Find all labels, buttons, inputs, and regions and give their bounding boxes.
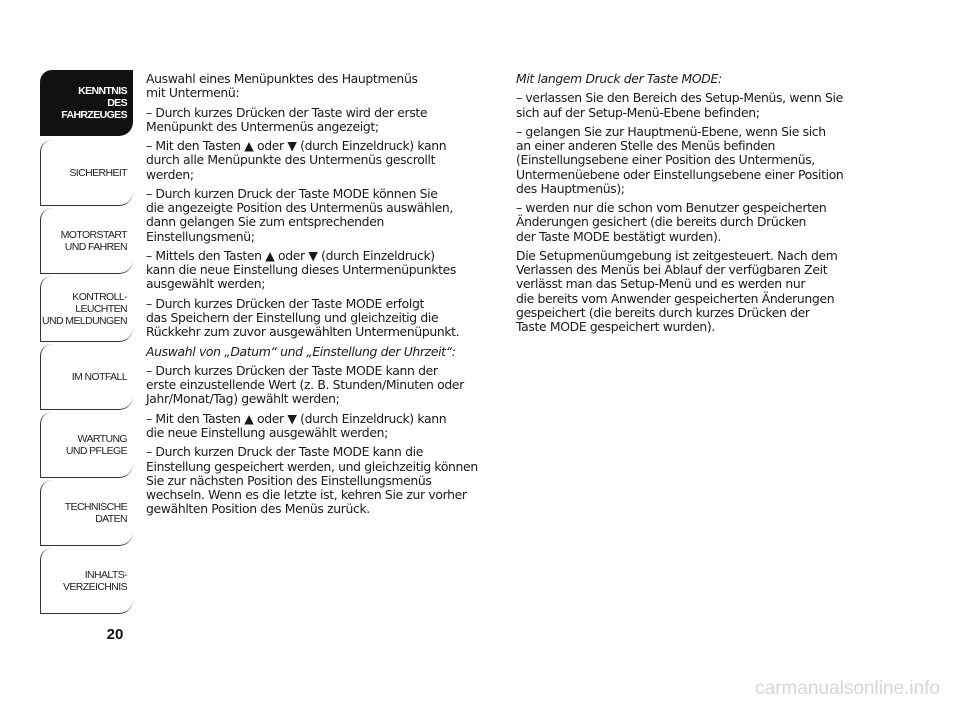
paragraph: – werden nur die schon vom Benutzer gespeicherten Änderungen gesichert (die bereits durch Drücken der Taste MODE bestätigt wurden). — [516, 200, 827, 244]
tab-kenntnis-des-fahrzeuges[interactable]: KENNTNIS DES FAHRZEUGES — [40, 70, 133, 136]
section-subheading: Mit langem Druck der Taste MODE: — [516, 71, 722, 86]
watermark: carmanualsonline.info — [755, 678, 940, 699]
paragraph: – Mit den Tasten ▲ oder ▼ (durch Einzeldruck) kann durch alle Menüpunkte des Untermenüs gescrollt werden; — [146, 138, 447, 182]
tab-wartung-und-pflege[interactable]: WARTUNG UND PFLEGE — [40, 412, 133, 478]
tab-motorstart-und-fahren[interactable]: MOTORSTART UND FAHREN — [40, 208, 133, 274]
paragraph: – Durch kurzes Drücken der Taste MODE kann der erste einzustellende Wert (z. B. Stunden/Minuten oder Jahr/Monat/Tag) gewählt werden; — [146, 362, 464, 407]
tab-sicherheit[interactable]: SICHERHEIT — [40, 140, 133, 206]
paragraph: – Durch kurzes Drücken der Taste MODE erfolgt das Speichern der Einstellung und gleichzeitig die Rückkehr zum zuvor ausgewählten Untermenüpunkt. — [146, 295, 460, 340]
paragraph: – gelangen Sie zur Hauptmenü-Ebene, wenn Sie sich an einer anderen Stelle des Menüs befinden (Einstellungsebene einer Position des Untermenüs, Untermenüebene oder Einstellungsebene einer Position des Hauptmenüs); — [516, 123, 844, 196]
left-text-column — [146, 72, 496, 522]
tab-im-notfall[interactable]: IM NOTFALL — [40, 344, 133, 410]
paragraph: – verlassen Sie den Bereich des Setup-Menüs, wenn Sie sich auf der Setup-Menü-Ebene befinden; — [516, 90, 843, 120]
paragraph: – Durch kurzen Druck der Taste MODE können Sie die angezeigte Position des Untermenüs auswählen, dann gelangen Sie zum entsprechenden Einstellungsmenü; — [146, 185, 453, 244]
paragraph: Auswahl eines Menüpunktes des Hauptmenüs mit Untermenü: — [146, 71, 418, 101]
tab-kontrollleuchten-und-meldungen[interactable]: KONTROLL- LEUCHTEN UND MELDUNGEN — [40, 276, 133, 342]
paragraph: – Mit den Tasten ▲ oder ▼ (durch Einzeldruck) kann die neue Einstellung ausgewählt werden; — [146, 410, 447, 440]
paragraph: – Mittels den Tasten ▲ oder ▼ (durch Einzeldruck) kann die neue Einstellung dieses Untermenüpunktes ausgewählt werden; — [146, 247, 457, 292]
paragraph: – Durch kurzes Drücken der Taste wird der erste Menüpunkt des Untermenüs angezeigt; — [146, 104, 428, 134]
right-text-column — [516, 72, 868, 339]
tab-technische-daten[interactable]: TECHNISCHE DATEN — [40, 480, 133, 546]
paragraph: – Durch kurzen Druck der Taste MODE kann die Einstellung gespeichert werden, und gleichzeitig können Sie zur nächsten Position des Einstellungsmenüs wechseln. Wenn es die letzte ist, kehren Sie zur vorher gewählten Position des Menüs zurück. — [146, 444, 478, 517]
paragraph: Die Setupmenüumgebung ist zeitgesteuert. Nach dem Verlassen des Menüs bei Ablauf der verfügbaren Zeit verlässt man das Setup-Menü und es werden nur die bereits vom Anwender gespeicherten Änderungen gespeichert (die bereits durch kurzes Drücken der Taste MODE gespeichert wurden). — [516, 247, 838, 334]
tab-inhaltsverzeichnis[interactable]: INHALTS- VERZEICHNIS — [40, 548, 133, 614]
page-number: 20 — [106, 626, 124, 643]
section-subheading: Auswahl von „Datum“ und „Einstellung der Uhrzeit“: — [146, 343, 456, 359]
